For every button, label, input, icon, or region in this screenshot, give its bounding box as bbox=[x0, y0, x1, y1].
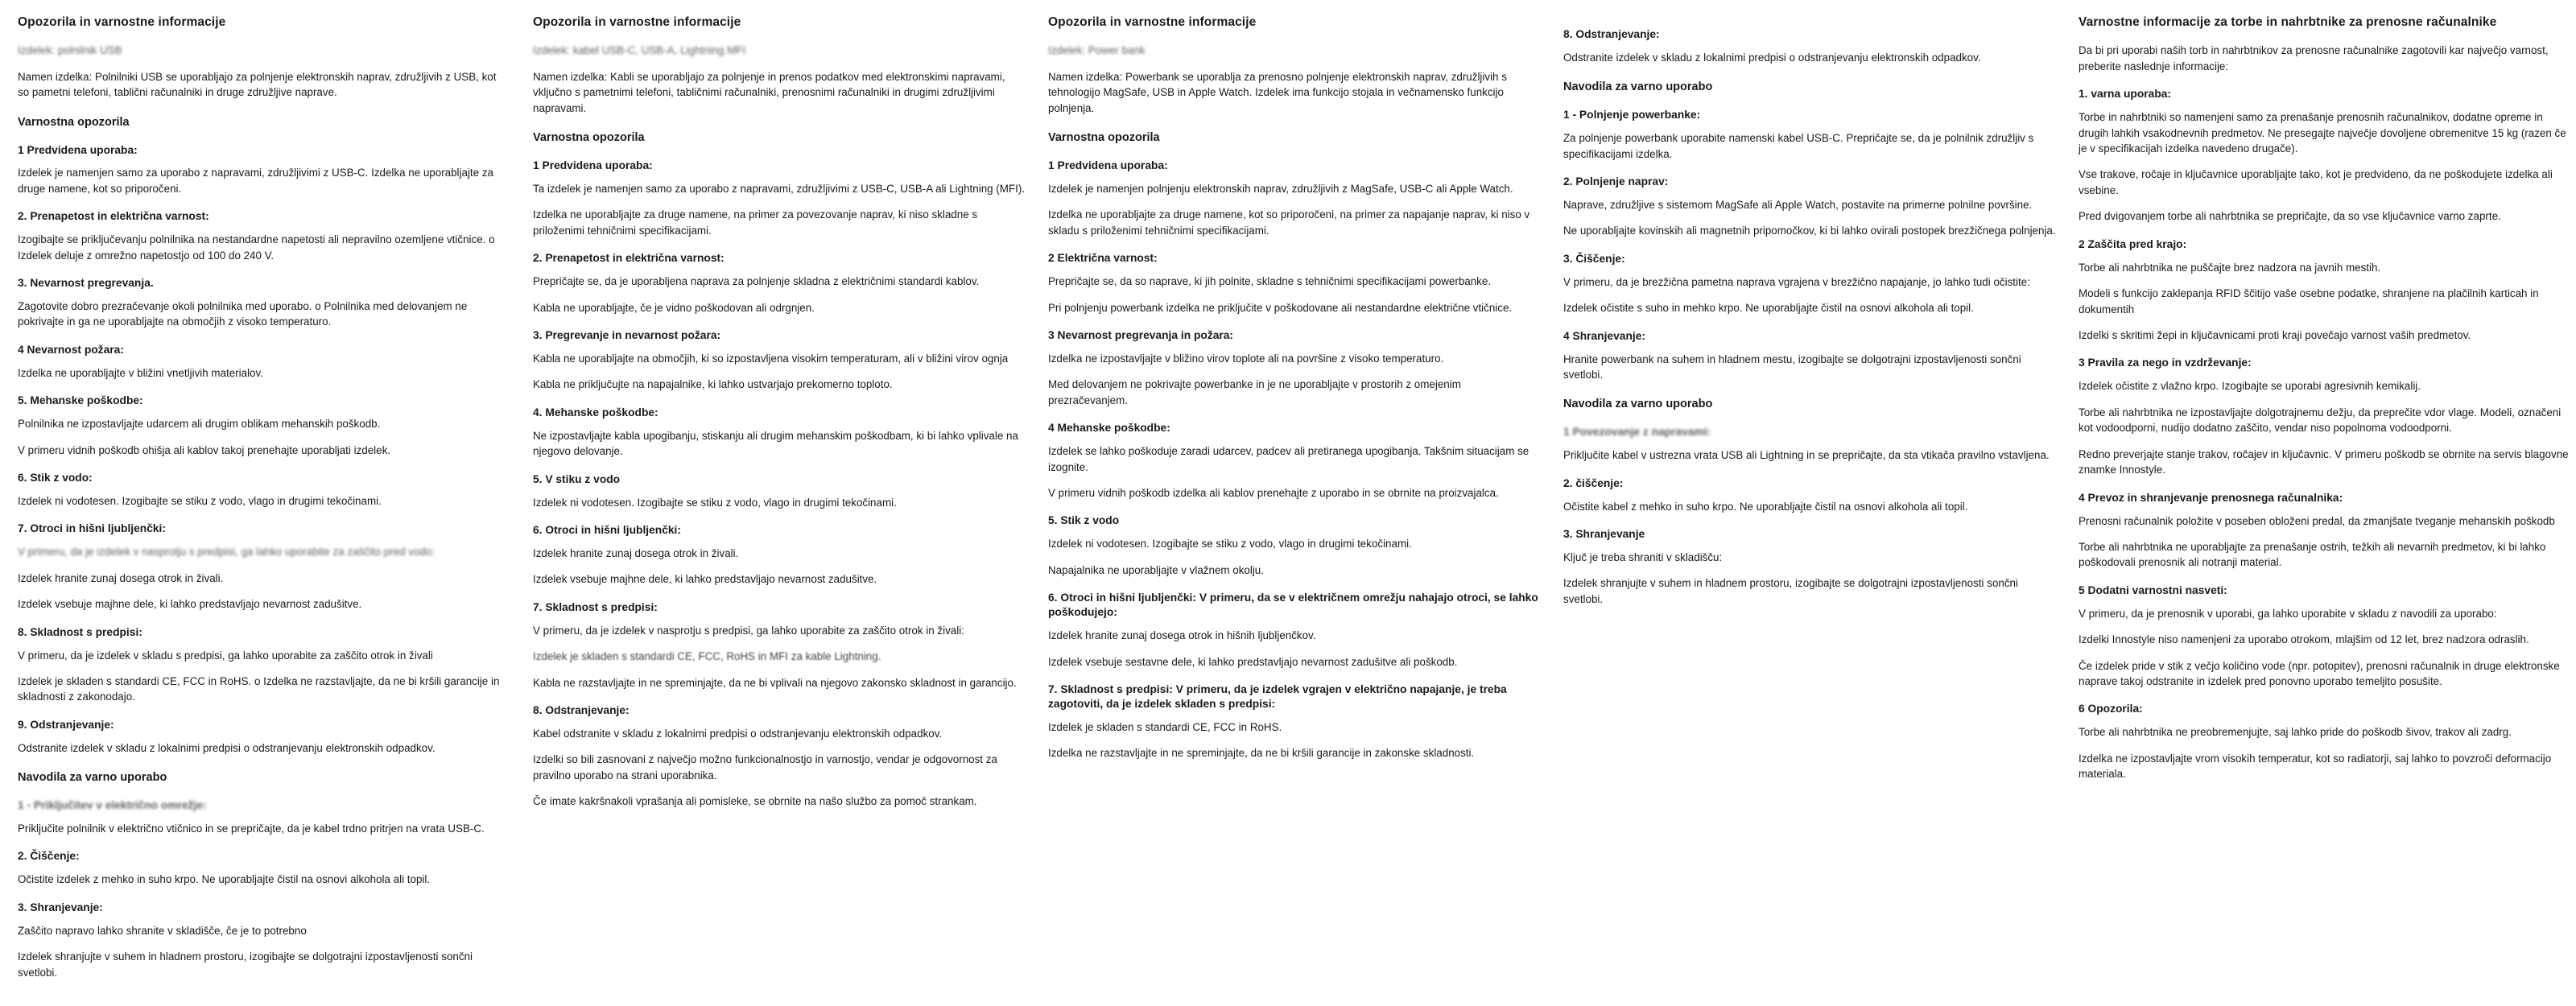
paragraph: Namen izdelka: Kabli se uporabljajo za polnjenje in prenos podatkov med elektronskimi napravami, vključno s pametnimi telefoni, tabličnimi računalniki, prenosnimi računalniki in drugimi združljivimi napravami. bbox=[533, 70, 1005, 114]
section-heading: Varnostne informacije za torbe in nahrbtnike za prenosne računalnike bbox=[2079, 15, 2497, 29]
paragraph: Polnilnika ne izpostavljajte udarcem ali drugim oblikam mehanskih poškodb. bbox=[18, 418, 381, 431]
paragraph: V primeru, da je izdelek v skladu s predpisi, ga lahko uporabite za zaščito otrok in živali bbox=[18, 649, 433, 662]
list-item-heading: 2. Prenapetost in električna varnost: bbox=[18, 210, 209, 223]
paragraph: Izdelek je skladen s standardi CE, FCC in RoHS. o Izdelka ne razstavljajte, da ne bi kršili garancije in skladnosti z zakonodajo. bbox=[18, 675, 500, 703]
paragraph: Izdelek je namenjen polnjenju elektronskih naprav, združljivih z MagSafe, USB-C ali Apple Watch. bbox=[1048, 182, 1513, 195]
list-item-heading: 6. Otroci in hišni ljubljenčki: V primeru, da se v električnem omrežju nahajajo otroci, se lahko poškodujejo: bbox=[1048, 592, 1538, 619]
paragraph: Izdelka ne izpostavljajte vrom visokih temperatur, kot so radiatorji, saj lahko to povzroči deformacijo materiala. bbox=[2079, 752, 2552, 781]
list-item-heading: 1 - Priključitev v električno omrežje: bbox=[18, 799, 207, 812]
subsection-heading: Navodila za varno uporabo bbox=[18, 771, 167, 785]
paragraph: Vse trakove, ročaje in ključavnice uporabljajte tako, kot je predvideno, da ne poškodujete izdelka ali vsebine. bbox=[2079, 168, 2553, 196]
paragraph: Če izdelek pride v stik z večjo količino vode (npr. potopitev), prenosni računalnik in druge elektronske naprave takoj odstranite in izdelek pred ponovno uporabo temeljito posušite. bbox=[2079, 659, 2560, 688]
paragraph: Med delovanjem ne pokrivajte powerbanke in je ne uporabljajte v prostorih z omejenim prezračevanjem. bbox=[1048, 378, 1461, 406]
list-item-heading: 1 Povezovanje z napravami: bbox=[1563, 426, 1711, 439]
paragraph: Priključite polnilnik v električno vtičnico in se prepričajte, da je kabel trdno pritrjen na vrata USB-C. bbox=[18, 823, 485, 835]
list-item-heading: 2. Čiščenje: bbox=[18, 850, 80, 863]
list-item-heading: 1. varna uporaba: bbox=[2079, 88, 2172, 101]
list-item-heading: 2 Zaščita pred krajo: bbox=[2079, 237, 2187, 250]
list-item-heading: 2. Polnjenje naprav: bbox=[1563, 175, 1669, 188]
paragraph: Izdelek shranjujte v suhem in hladnem prostoru, izogibajte se dolgotrajni izpostavljenosti sončni svetlobi. bbox=[18, 950, 473, 979]
paragraph: Očistite izdelek z mehko in suho krpo. Ne uporabljajte čistil na osnovi alkohola ali topil. bbox=[18, 873, 431, 886]
list-item-heading: 3. Shranjevanje: bbox=[18, 901, 103, 913]
paragraph: Izdelek je skladen s standardi CE, FCC, RoHS in MFI za kable Lightning. bbox=[533, 650, 881, 663]
subsection-heading: Varnostna opozorila bbox=[533, 131, 645, 145]
paragraph: V primeru, da je izdelek v nasprotju s predpisi, ga lahko uporabite za zaščito otrok in živali: bbox=[533, 624, 964, 637]
list-item-heading: 1 Predvidena uporaba: bbox=[533, 159, 653, 171]
list-item-heading: 7. Skladnost s predpisi: V primeru, da je izdelek vgrajen v električno napajanje, je treba zagotoviti, da je izdelek skladen s predpisi: bbox=[1048, 682, 1507, 710]
paragraph: Izdelek se lahko poškoduje zaradi udarcev, padcev ali pretiranega upogibanja. Takšnim situacijam se izognite. bbox=[1048, 445, 1530, 473]
paragraph: Izdelka ne izpostavljajte v bližino virov toplote ali na površine z visoko temperaturo. bbox=[1048, 352, 1444, 365]
paragraph: V primeru vidnih poškodb ohišja ali kablov takoj prenehajte uporabljati izdelek. bbox=[18, 443, 390, 456]
paragraph: Namen izdelka: Powerbank se uporablja za prenosno polnjenje elektronskih naprav, združljivih s tehnologijo MagSafe, USB in Apple Watch. Izdelek ima funkcijo stojala in večnamensko funkcijo polnjenja. bbox=[1048, 70, 1507, 114]
paragraph: Redno preverjajte stanje trakov, ročajev in ključavnic. V primeru poškodb se obrnite na servis blagovne znamke Innostyle. bbox=[2079, 447, 2569, 476]
document-column bbox=[2074, 14, 2576, 1006]
document-column bbox=[13, 14, 528, 1006]
list-item-heading: 5. Mehanske poškodbe: bbox=[18, 394, 143, 407]
paragraph: Kabla ne razstavljajte in ne spreminjajte, da ne bi vplivali na njegovo zakonsko skladnost in garancijo. bbox=[533, 676, 1017, 689]
paragraph: Izdelek ni vodotesen. Izogibajte se stiku z vodo, vlago in drugimi tekočinami. bbox=[533, 496, 897, 509]
list-item-heading: 8. Odstranjevanje: bbox=[533, 703, 630, 716]
paragraph: Hranite powerbank na suhem in hladnem mestu, izogibajte se dolgotrajni izpostavljenosti sončni svetlobi. bbox=[1563, 353, 2021, 381]
paragraph: Izdelek vsebuje sestavne dele, ki lahko predstavljajo nevarnost zadušitve ali poškodb. bbox=[1048, 655, 1458, 668]
paragraph: Izdelki Innostyle niso namenjeni za uporabo otrokom, mlajšim od 12 let, brez nadzora odraslih. bbox=[2079, 633, 2529, 646]
paragraph: Namen izdelka: Polnilniki USB se uporabljajo za polnjenje elektronskih naprav, združljivih z USB, kot so pametni telefoni, tablični računalniki in druge združljive naprave. bbox=[18, 70, 497, 99]
subsection-heading: Navodila za varno uporabo bbox=[1563, 80, 1713, 94]
paragraph: Pri polnjenju powerbank izdelka ne priključite v poškodovane ali nestandardne električne vtičnice. bbox=[1048, 301, 1513, 314]
paragraph: Izdelek ni vodotesen. Izogibajte se stiku z vodo, vlago in drugimi tekočinami. bbox=[18, 495, 382, 507]
list-item-heading: 4. Mehanske poškodbe: bbox=[533, 406, 658, 418]
paragraph: Izogibajte se priključevanju polnilnika na nestandardne napetosti ali nepravilno ozemljene vtičnice. o Izdelek deluje z omrežno napetostjo od 100 do 240 V. bbox=[18, 233, 495, 262]
paragraph: Ključ je treba shraniti v skladišču: bbox=[1563, 550, 1723, 563]
list-item-heading: 1 - Polnjenje powerbanke: bbox=[1563, 109, 1701, 122]
paragraph: Torbe ali nahrbtnika ne uporabljajte za prenašanje ostrih, težkih ali nevarnih predmetov, ki bi lahko poškodovali prenosnik ali notranji material. bbox=[2079, 540, 2546, 569]
list-item-heading: 9. Odstranjevanje: bbox=[18, 718, 114, 731]
list-item-heading: 2. čiščenje: bbox=[1563, 476, 1624, 489]
paragraph: Zagotovite dobro prezračevanje okoli polnilnika med uporabo. o Polnilnika med delovanjem ne pokrivajte in ga ne uporabljajte na območjih z visoko temperaturo. bbox=[18, 300, 468, 328]
product-name-line: Izdelek: polnilnik USB bbox=[18, 44, 122, 57]
paragraph: Prenosni računalnik položite v poseben obloženi predal, da zmanjšate tveganje mehanskih poškodb bbox=[2079, 514, 2555, 527]
paragraph: Pred dvigovanjem torbe ali nahrbtnika se prepričajte, da so vse ključavnice varno zaprte. bbox=[2079, 210, 2501, 223]
paragraph: V primeru, da je izdelek v nasprotju s predpisi, ga lahko uporabite za zaščito pred vodo: bbox=[18, 546, 436, 559]
list-item-heading: 3 Pravila za nego in vzdrževanje: bbox=[2079, 357, 2252, 369]
paragraph: Izdelek hranite zunaj dosega otrok in živali. bbox=[18, 571, 224, 584]
list-item-heading: 8. Odstranjevanje: bbox=[1563, 28, 1660, 40]
paragraph: Izdelki s skritimi žepi in ključavnicami proti kraji povečajo varnost vaših predmetov. bbox=[2079, 329, 2471, 342]
product-name-line: Izdelek: kabel USB-C, USB-A, Lightning MFI bbox=[533, 44, 746, 57]
paragraph: Ne uporabljajte kovinskih ali magnetnih pripomočkov, ki bi lahko ovirali postopek brezžičnega polnjenja. bbox=[1563, 225, 2056, 237]
product-name-line: Izdelek: Power bank bbox=[1048, 44, 1146, 57]
paragraph: Izdelek je skladen s standardi CE, FCC in RoHS. bbox=[1048, 720, 1282, 733]
document-column bbox=[528, 14, 1043, 1006]
paragraph: V primeru, da je prenosnik v uporabi, ga lahko uporabite v skladu z navodili za uporabo: bbox=[2079, 607, 2497, 620]
paragraph: Torbe ali nahrbtnika ne izpostavljajte dolgotrajnemu dežju, da preprečite vdor vlage. Modeli, označeni kot vodoodporni, nudijo dodatno zaščito, vendar niso popolnoma vodoodporni. bbox=[2079, 406, 2562, 435]
paragraph: Naprave, združljive s sistemom MagSafe ali Apple Watch, postavite na primerne polnilne površine. bbox=[1563, 198, 2033, 211]
paragraph: Ne izpostavljajte kabla upogibanju, stiskanju ali drugim mehanskim poškodbam, ki bi lahko vplivale na njegovo delovanje. bbox=[533, 429, 1018, 458]
list-item-heading: 5. V stiku z vodo bbox=[533, 472, 621, 485]
paragraph: Izdelka ne razstavljajte in ne spreminjajte, da ne bi kršili garancije in zakonske skladnosti. bbox=[1048, 747, 1475, 760]
list-item-heading: 6. Otroci in hišni ljubljenčki: bbox=[533, 523, 681, 536]
list-item-heading: 1 Predvidena uporaba: bbox=[1048, 159, 1168, 171]
list-item-heading: 8. Skladnost s predpisi: bbox=[18, 625, 142, 638]
list-item-heading: 3. Čiščenje: bbox=[1563, 252, 1625, 265]
paragraph: Izdelki so bili zasnovani z največjo možno funkcionalnostjo in varnostjo, vendar je odgovornost za pravilno uporabo na strani uporabnika. bbox=[533, 753, 997, 781]
paragraph: Če imate kakršnakoli vprašanja ali pomisleke, se obrnite na našo službo za pomoč strankam. bbox=[533, 795, 977, 808]
paragraph: Izdelek vsebuje majhne dele, ki lahko predstavljajo nevarnost zadušitve. bbox=[18, 598, 362, 611]
section-heading: Opozorila in varnostne informacije bbox=[533, 15, 741, 29]
paragraph: Priključite kabel v ustrezna vrata USB ali Lightning in se prepričajte, da sta vtikača pravilno vstavljena. bbox=[1563, 449, 2050, 462]
paragraph: Torbe ali nahrbtnika ne preobremenjujte, saj lahko pride do poškodb šivov, trakov ali zadrg. bbox=[2079, 726, 2512, 739]
paragraph: Izdelek očistite z vlažno krpo. Izogibajte se uporabi agresivnih kemikalij. bbox=[2079, 380, 2421, 393]
paragraph: Izdelek ni vodotesen. Izogibajte se stiku z vodo, vlago in drugimi tekočinami. bbox=[1048, 538, 1412, 550]
paragraph: Izdelek hranite zunaj dosega otrok in živali. bbox=[533, 546, 739, 559]
paragraph: Modeli s funkcijo zaklepanja RFID ščitijo vaše osebne podatke, shranjene na plačilnih karticah in dokumentih bbox=[2079, 287, 2539, 315]
list-item-heading: 3 Nevarnost pregrevanja in požara: bbox=[1048, 329, 1234, 341]
paragraph: Napajalnika ne uporabljajte v vlažnem okolju. bbox=[1048, 563, 1264, 576]
list-item-heading: 3. Shranjevanje bbox=[1563, 527, 1645, 540]
paragraph: Kabla ne uporabljajte, če je vidno poškodovan ali odrgnjen. bbox=[533, 301, 815, 314]
list-item-heading: 5 Dodatni varnostni nasveti: bbox=[2079, 583, 2227, 596]
list-item-heading: 7. Skladnost s predpisi: bbox=[533, 600, 658, 613]
paragraph: Odstranite izdelek v skladu z lokalnimi predpisi o odstranjevanju elektronskih odpadkov. bbox=[1563, 51, 1981, 64]
list-item-heading: 4 Nevarnost požara: bbox=[18, 343, 124, 356]
paragraph: Izdelek vsebuje majhne dele, ki lahko predstavljajo nevarnost zadušitve. bbox=[533, 573, 877, 586]
paragraph: V primeru, da je brezžična pametna naprava vgrajena v brezžično napajanje, jo lahko tudi očistite: bbox=[1563, 275, 2030, 288]
subsection-heading: Navodila za varno uporabo bbox=[1563, 398, 1713, 411]
list-item-heading: 6. Stik z vodo: bbox=[18, 472, 93, 484]
paragraph: V primeru vidnih poškodb izdelka ali kablov prenehajte z uporabo in se obrnite na proizvajalca. bbox=[1048, 487, 1499, 500]
paragraph: Da bi pri uporabi naših torb in nahrbtnikov za prenosne računalnike zagotovili kar največjo varnost, preberite naslednje informacije: bbox=[2079, 44, 2549, 72]
paragraph: Prepričajte se, da je uporabljena naprava za polnjenje skladna z električnimi standardi kablov. bbox=[533, 275, 980, 288]
paragraph: Zaščito napravo lahko shranite v skladišče, če je to potrebno bbox=[18, 924, 307, 937]
paragraph: Izdelka ne uporabljajte za druge namene, na primer za povezovanje naprav, ki niso skladne s priloženimi tehničnimi specifikacijami. bbox=[533, 208, 978, 237]
paragraph: Izdelek očistite s suho in mehko krpo. Ne uporabljajte čistil na osnovi alkohola ali topil. bbox=[1563, 302, 1974, 315]
list-item-heading: 3. Pregrevanje in nevarnost požara: bbox=[533, 329, 721, 341]
paragraph: Torbe in nahrbtniki so namenjeni samo za prenašanje prenosnih računalnikov, dodatne opreme in drugih lahkih vsakodnevnih predmetov. Ne presegajte največje dovoljene obremenitve 15 kg (razen če je v specifikacijah izdelka navedeno drugače). bbox=[2079, 111, 2566, 155]
paragraph: Izdelka ne uporabljajte za druge namene, kot so priporočeni, na primer za napajanje naprav, ki niso v skladu s priloženimi tehničnimi specifikacijami. bbox=[1048, 208, 1530, 237]
paragraph: Izdelek shranjujte v suhem in hladnem prostoru, izogibajte se dolgotrajni izpostavljenosti sončni svetlobi. bbox=[1563, 577, 2018, 605]
paragraph: Kabla ne uporabljajte na območjih, ki so izpostavljena visokim temperaturam, ali v bližini virov ognja bbox=[533, 352, 1009, 365]
list-item-heading: 6 Opozorila: bbox=[2079, 703, 2143, 715]
paragraph: Izdelka ne uporabljajte v bližini vnetljivih materialov. bbox=[18, 366, 263, 379]
list-item-heading: 3. Nevarnost pregrevanja. bbox=[18, 277, 154, 290]
list-item-heading: 5. Stik z vodo bbox=[1048, 514, 1120, 527]
subsection-heading: Varnostna opozorila bbox=[18, 115, 130, 129]
paragraph: Očistite kabel z mehko in suho krpo. Ne uporabljajte čistil na osnovi alkohola ali topil. bbox=[1563, 500, 1968, 513]
document-column bbox=[1558, 14, 2074, 1006]
paragraph: Ta izdelek je namenjen samo za uporabo z napravami, združljivimi z USB-C, USB-A ali Lightning (MFI). bbox=[533, 182, 1026, 195]
paragraph: Odstranite izdelek v skladu z lokalnimi predpisi o odstranjevanju elektronskih odpadkov. bbox=[18, 741, 436, 754]
list-item-heading: 1 Predvidena uporaba: bbox=[18, 143, 138, 156]
document-column bbox=[1043, 14, 1558, 1006]
subsection-heading: Varnostna opozorila bbox=[1048, 131, 1160, 145]
list-item-heading: 2 Električna varnost: bbox=[1048, 252, 1158, 265]
paragraph: Za polnjenje powerbank uporabite namenski kabel USB-C. Prepričajte se, da je polnilnik združljiv s specifikacijami izdelka. bbox=[1563, 132, 2034, 160]
list-item-heading: 2. Prenapetost in električna varnost: bbox=[533, 252, 724, 265]
paragraph: Izdelek je namenjen samo za uporabo z napravami, združljivimi z USB-C. Izdelka ne uporabljajte za druge namene, kot so priporočeni. bbox=[18, 167, 493, 195]
section-heading: Opozorila in varnostne informacije bbox=[18, 15, 226, 29]
paragraph: Prepričajte se, da so naprave, ki jih polnite, skladne s tehničnimi specifikacijami powerbanke. bbox=[1048, 275, 1492, 288]
paragraph: Torbe ali nahrbtnika ne puščajte brez nadzora na javnih mestih. bbox=[2079, 261, 2381, 274]
list-item-heading: 4 Mehanske poškodbe: bbox=[1048, 422, 1170, 435]
paragraph: Kabel odstranite v skladu z lokalnimi predpisi o odstranjevanju elektronskih odpadkov. bbox=[533, 727, 943, 740]
paragraph: Kabla ne priključujte na napajalnike, ki lahko ustvarjajo prekomerno toploto. bbox=[533, 378, 893, 391]
section-heading: Opozorila in varnostne informacije bbox=[1048, 15, 1257, 29]
paragraph: Izdelek hranite zunaj dosega otrok in hišnih ljubljenčkov. bbox=[1048, 629, 1316, 642]
list-item-heading: 4 Shranjevanje: bbox=[1563, 329, 1645, 342]
list-item-heading: 4 Prevoz in shranjevanje prenosnega računalnika: bbox=[2079, 491, 2343, 504]
list-item-heading: 7. Otroci in hišni ljubljenčki: bbox=[18, 522, 166, 535]
